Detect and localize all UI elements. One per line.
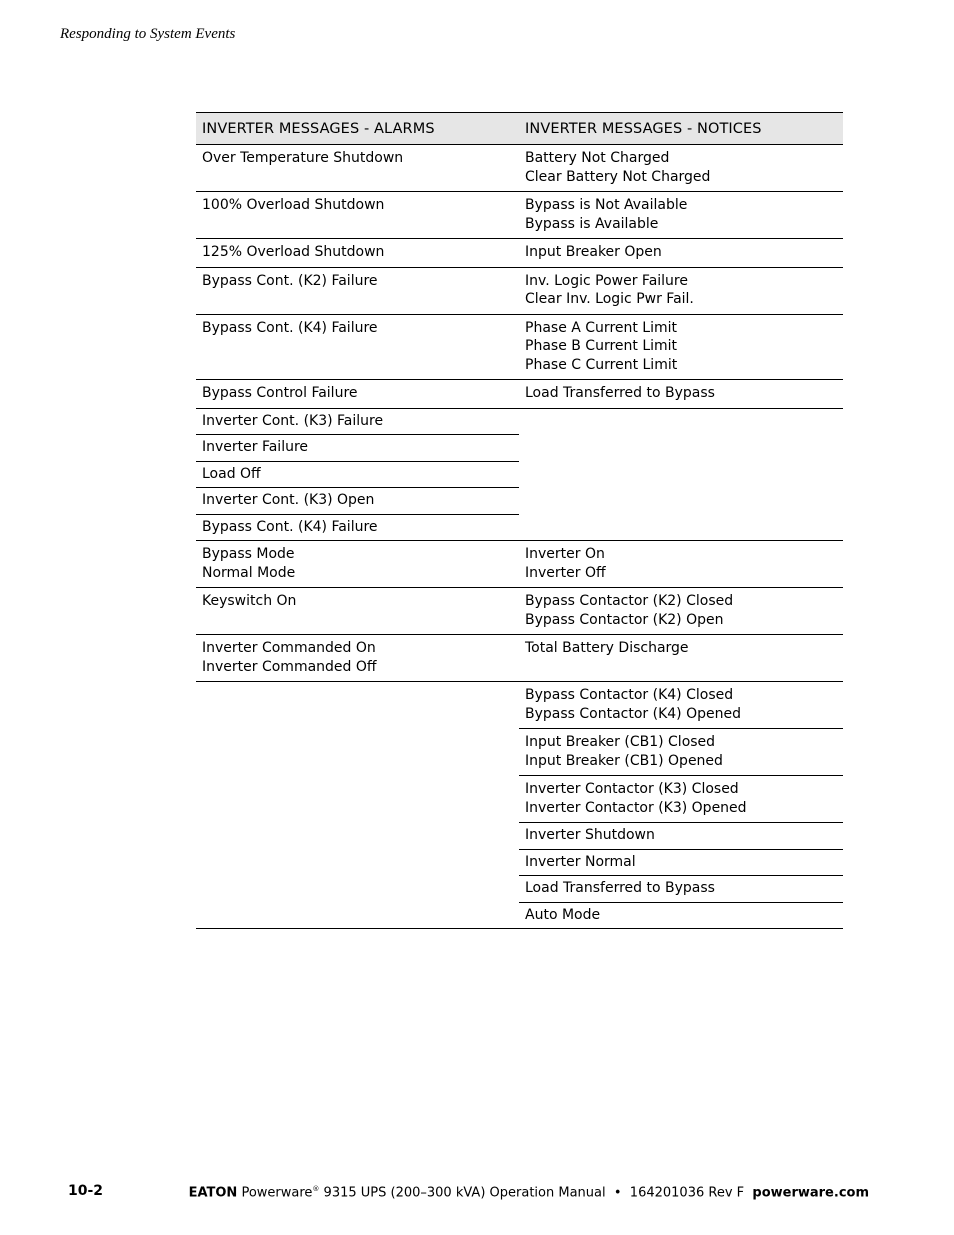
- notice-cell: [519, 380, 843, 408]
- notice-message: Bypass Contactor (K4) Opened: [525, 705, 741, 722]
- alarm-cell: [196, 239, 519, 267]
- notice-cell: [519, 776, 843, 823]
- footer-website: powerware.com: [752, 1185, 869, 1201]
- column-header-notices: INVERTER MESSAGES - NOTICES: [525, 120, 762, 137]
- table-row: [196, 192, 843, 239]
- notice-message: Bypass is Available: [525, 215, 659, 232]
- notice-message: Phase A Current Limit: [525, 319, 678, 336]
- notice-message: Auto Mode: [525, 906, 601, 923]
- table-row: [196, 635, 843, 682]
- page-number: 10-2: [68, 1183, 104, 1199]
- notice-cell: [519, 876, 843, 903]
- footer-bullet: •: [613, 1185, 622, 1201]
- alarm-message: Normal Mode: [202, 564, 296, 581]
- table-row: [196, 239, 843, 268]
- notice-message: Bypass is Not Available: [525, 197, 688, 213]
- inverter-messages-table: [196, 112, 843, 929]
- notice-message: Load Transferred to Bypass: [525, 880, 715, 896]
- notice-cell: [519, 315, 843, 380]
- notice-cell: [519, 729, 843, 776]
- alarm-message: Over Temperature Shutdown: [202, 150, 404, 166]
- alarm-cell: [196, 435, 519, 462]
- alarm-message: Bypass Cont. (K4) Failure: [202, 319, 378, 336]
- table-row: [196, 145, 843, 192]
- notice-message: Bypass Contactor (K2) Open: [525, 611, 724, 628]
- alarm-cell: [196, 541, 519, 587]
- notice-message: Clear Inv. Logic Pwr Fail.: [525, 291, 694, 307]
- notice-message: Inverter On: [525, 546, 605, 562]
- notice-message: Total Battery Discharge: [525, 640, 689, 656]
- table-row: [196, 541, 843, 588]
- column-header-alarms: INVERTER MESSAGES - ALARMS: [202, 120, 435, 137]
- notice-cell: [519, 635, 843, 681]
- table-row: [196, 315, 843, 381]
- alarm-message: Inverter Commanded Off: [202, 658, 377, 675]
- notice-cell-empty: [519, 409, 843, 541]
- alarm-message: Keyswitch On: [202, 593, 297, 609]
- alarm-cell: [196, 635, 519, 681]
- notice-message: Battery Not Charged: [525, 150, 670, 166]
- notice-cell: [519, 541, 843, 587]
- alarm-cell: [196, 462, 519, 489]
- table-row: [196, 268, 843, 315]
- footer-credit: [189, 1185, 869, 1200]
- alarm-message: Bypass Mode: [202, 546, 295, 562]
- table-row: [196, 588, 843, 635]
- alarm-message: Inverter Cont. (K3) Open: [202, 492, 375, 508]
- footer-product: Powerware: [241, 1185, 313, 1201]
- alarm-cell: [196, 515, 519, 541]
- alarm-message: Load Off: [202, 465, 261, 482]
- notice-message: Bypass Contactor (K4) Closed: [525, 687, 734, 703]
- notice-message: Inverter Off: [525, 564, 606, 581]
- alarm-cell: [196, 315, 519, 380]
- notice-message: Load Transferred to Bypass: [525, 385, 715, 401]
- running-head: Responding to System Events: [60, 26, 236, 42]
- alarm-message: Inverter Failure: [202, 439, 309, 455]
- notice-cell: [519, 823, 843, 850]
- alarm-only-group: [196, 409, 519, 541]
- footer-manual-title: 9315 UPS (200–300 kVA) Operation Manual: [323, 1185, 606, 1201]
- table-row: [196, 380, 843, 409]
- alarm-message: Bypass Cont. (K2) Failure: [202, 272, 378, 289]
- alarm-cell: [196, 380, 519, 408]
- alarm-message: Bypass Cont. (K4) Failure: [202, 518, 378, 535]
- footer-doc-number: 164201036 Rev F: [629, 1185, 745, 1201]
- notice-cell: [519, 268, 843, 314]
- notice-message: Inverter Normal: [525, 853, 636, 870]
- notice-message: Inv. Logic Power Failure: [525, 272, 688, 289]
- notice-cell: [519, 850, 843, 877]
- notice-cell: [519, 682, 843, 729]
- notice-message: Phase C Current Limit: [525, 356, 678, 373]
- alarm-message: 100% Overload Shutdown: [202, 197, 385, 213]
- notice-cell: [519, 145, 843, 191]
- footer-reg-mark: ®: [312, 1185, 320, 1193]
- notice-message: Bypass Contactor (K2) Closed: [525, 593, 734, 609]
- footer-brand: EATON: [188, 1185, 238, 1201]
- notice-cell: [519, 588, 843, 634]
- alarm-cell: [196, 409, 519, 436]
- table-header: [196, 112, 843, 145]
- notice-cell: [519, 192, 843, 238]
- notice-message: Clear Battery Not Charged: [525, 168, 711, 185]
- notice-message: Input Breaker Open: [525, 244, 662, 260]
- alarm-cell: [196, 145, 519, 191]
- notice-message: Inverter Shutdown: [525, 827, 655, 843]
- notice-cell: [519, 239, 843, 267]
- notice-message: Input Breaker (CB1) Closed: [525, 734, 716, 750]
- notice-message: Inverter Contactor (K3) Opened: [525, 799, 747, 816]
- table-body: [196, 145, 843, 929]
- notice-message: Phase B Current Limit: [525, 338, 678, 354]
- notice-message: Input Breaker (CB1) Opened: [525, 752, 723, 769]
- alarm-message: Inverter Commanded On: [202, 640, 376, 656]
- alarm-cell: [196, 268, 519, 314]
- notice-cell: [519, 903, 843, 929]
- notice-message: Inverter Contactor (K3) Closed: [525, 781, 739, 797]
- alarm-cell-empty: [196, 682, 519, 928]
- alarm-message: 125% Overload Shutdown: [202, 244, 385, 260]
- alarm-cell: [196, 588, 519, 634]
- alarm-message: Inverter Cont. (K3) Failure: [202, 412, 384, 429]
- alarm-cell: [196, 192, 519, 238]
- notice-only-group: [519, 682, 843, 928]
- alarm-cell: [196, 488, 519, 515]
- table-row-alarm-group: [196, 409, 843, 542]
- alarm-message: Bypass Control Failure: [202, 385, 358, 401]
- table-row-notice-group: [196, 682, 843, 929]
